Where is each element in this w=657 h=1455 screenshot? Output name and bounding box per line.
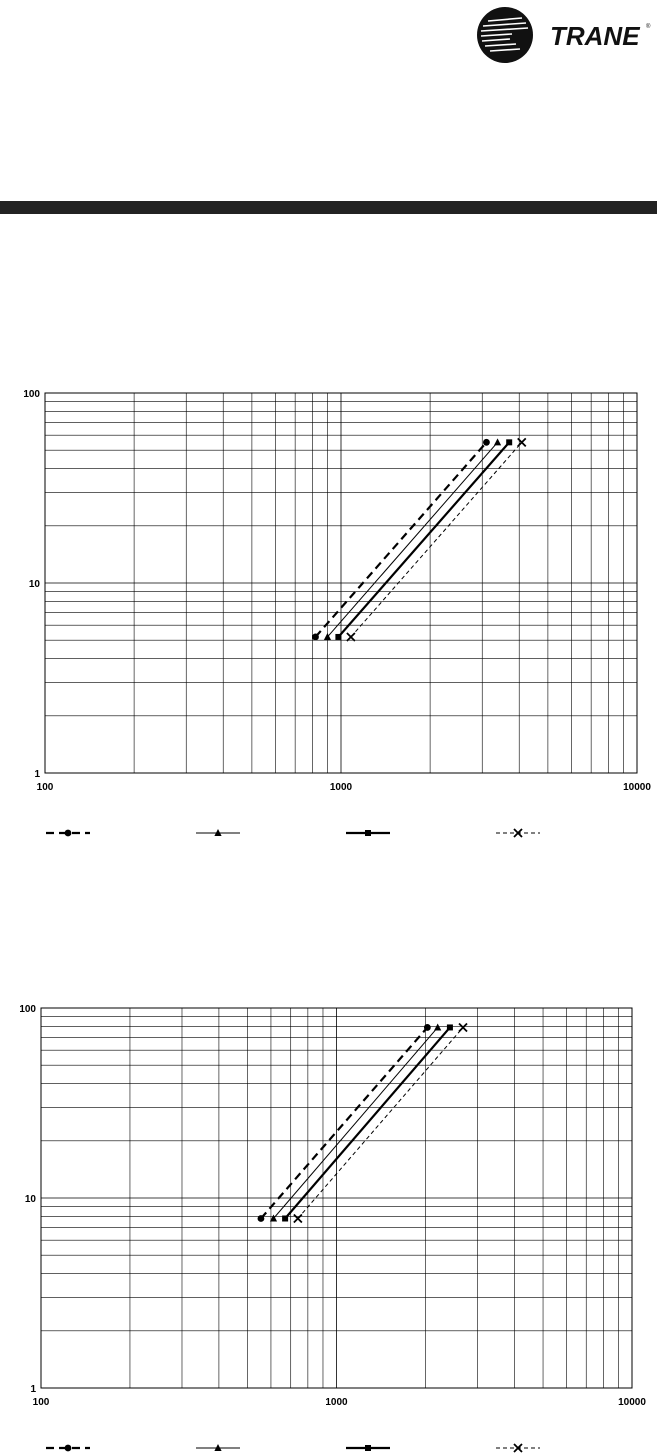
x-tick-label: 100 (32, 1397, 50, 1408)
y-tick-label: 10 (24, 1194, 36, 1205)
series-2 (270, 1023, 441, 1221)
trane-logo (474, 4, 657, 64)
grid (45, 393, 637, 773)
series-line (351, 442, 522, 637)
series-line (338, 442, 509, 637)
data-point (506, 439, 512, 445)
data-point (312, 634, 319, 641)
y-tick-label: 10 (28, 579, 40, 590)
series-line (327, 442, 497, 637)
series-line (273, 1027, 437, 1218)
legend-marker (65, 1445, 72, 1452)
y-tick-label: 1 (30, 1384, 36, 1395)
x-tick-label: 100 (36, 782, 54, 793)
legend (46, 829, 540, 837)
data-point (494, 438, 501, 445)
legend-marker (365, 1445, 371, 1451)
y-tick-label: 100 (19, 1004, 36, 1015)
legend-marker (65, 830, 72, 837)
y-tick-label: 100 (23, 389, 40, 400)
data-point (347, 633, 355, 641)
header-bar (0, 201, 657, 214)
series-3 (335, 439, 512, 640)
chart-1 (0, 380, 657, 850)
data-point (424, 1024, 431, 1031)
x-tick-label: 10000 (623, 782, 651, 793)
data-point (294, 1215, 302, 1223)
registered-mark: ® (646, 24, 651, 30)
series-1 (258, 1024, 431, 1222)
data-point (434, 1023, 441, 1030)
grid (41, 1008, 632, 1388)
brand-wordmark: TRANE (550, 21, 640, 51)
series-4 (294, 1023, 467, 1222)
legend-marker (365, 830, 371, 836)
data-point (459, 1023, 467, 1031)
x-tick-label: 1000 (325, 1397, 348, 1408)
data-point (282, 1216, 288, 1222)
legend (46, 1444, 540, 1452)
chart-2 (0, 995, 657, 1455)
data-point (335, 634, 341, 640)
series-line (298, 1027, 463, 1218)
x-tick-label: 1000 (329, 782, 353, 793)
x-tick-label: 10000 (618, 1397, 646, 1408)
data-point (483, 439, 490, 446)
series-1 (312, 439, 490, 640)
data-point (258, 1215, 265, 1222)
data-point (447, 1024, 453, 1030)
y-tick-label: 1 (34, 769, 40, 780)
series-line (261, 1027, 427, 1218)
